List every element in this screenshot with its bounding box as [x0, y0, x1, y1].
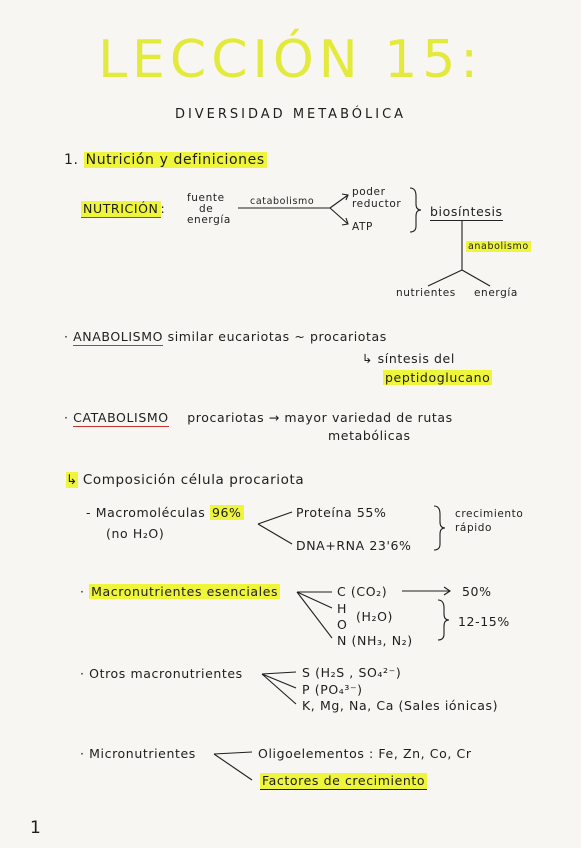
anabolismo-label: anabolismo [468, 241, 529, 252]
composicion-heading: ↳ Composición célula procariota [66, 472, 305, 488]
page-title: LECCIÓN 15: [98, 30, 483, 90]
carbon-pct: 50% [462, 584, 492, 599]
biosintesis-label: biosíntesis [430, 204, 503, 219]
factores-label: Factores de crecimiento [262, 773, 426, 788]
phosphorus-label: P (PO₄³⁻) [302, 682, 363, 697]
source-line3: energía [187, 214, 231, 226]
oligoelementos-label: Oligoelementos : Fe, Zn, Co, Cr [258, 746, 472, 761]
source-line1: fuente [187, 192, 225, 204]
macromoleculas-sub: (no H₂O) [106, 526, 165, 541]
oxygen-label: O [337, 617, 348, 632]
nutrientes-label: nutrientes [396, 287, 456, 299]
proteina-label: Proteína 55% [296, 505, 387, 520]
return-arrow-icon: ↳ [66, 472, 78, 488]
return-arrow-icon: ↳ [362, 351, 374, 366]
catabolismo-text: procariotas → mayor variedad de rutas [187, 410, 453, 425]
bullet: · [80, 746, 85, 761]
nutricion-term: NUTRICIÓN [83, 201, 159, 216]
colon: : [160, 201, 166, 216]
page-number: 1 [30, 818, 41, 838]
oligo-branch [214, 752, 252, 754]
split-left [428, 270, 462, 286]
micronutrientes-line: · Micronutrientes [80, 746, 196, 761]
macromoleculas-line: - Macromoléculas 96% [86, 505, 242, 520]
page-subtitle: DIVERSIDAD METABÓLICA [174, 107, 407, 122]
range-label: 12-15% [458, 614, 510, 629]
p-branch [262, 674, 296, 688]
section-title: Nutrición y definiciones [85, 152, 265, 168]
energia-label: energía [474, 287, 518, 299]
crecimiento-brace [434, 506, 445, 550]
bullet: · [64, 410, 69, 425]
h-branch [297, 592, 332, 608]
bullet: · [80, 666, 85, 681]
split-right [462, 270, 490, 286]
anabolismo-arrow-note: ↳ síntesis del [362, 351, 455, 366]
source-line2: de [199, 203, 214, 215]
macronutrientes-line: · Macronutrientes esenciales [80, 584, 279, 599]
nitrogen-label: N (NH₃, N₂) [337, 633, 413, 648]
bullet: · [64, 329, 69, 344]
section-number: 1. [64, 152, 79, 168]
catabolismo-arrow-label: catabolismo [250, 196, 315, 207]
hydrogen-label: H [337, 601, 347, 616]
n-branch [297, 592, 332, 638]
poder-line1: poder [352, 186, 386, 198]
catabolismo-term: CATABOLISMO [73, 410, 169, 425]
factores-branch [214, 754, 252, 780]
peptidoglucano-label: peptidoglucano [385, 370, 491, 385]
anabolismo-term: ANABOLISMO [73, 329, 164, 344]
right-brace [410, 188, 421, 232]
crecimiento-line1: crecimiento [455, 508, 524, 520]
crecimiento-line2: rápido [455, 522, 493, 534]
poder-line2: reductor [352, 198, 402, 210]
bullet: · [80, 584, 85, 599]
dash: - [86, 505, 92, 520]
atp-label: ATP [352, 221, 373, 233]
dna-branch [258, 524, 292, 544]
proteina-branch [258, 512, 292, 524]
water-label: (H₂O) [356, 609, 394, 624]
ions-label: K, Mg, Na, Ca (Sales iónicas) [302, 698, 499, 713]
s-branch [262, 672, 296, 674]
sulfur-label: S (H₂S , SO₄²⁻) [302, 665, 402, 680]
dna-label: DNA+RNA 23'6% [296, 538, 412, 553]
carbon-label: C (CO₂) [337, 584, 388, 599]
catabolismo-text2: metabólicas [328, 428, 411, 443]
atp-arrow [330, 208, 348, 224]
range-brace [438, 600, 449, 640]
otros-line: · Otros macronutrientes [80, 666, 243, 681]
anabolismo-text: similar eucariotas ~ procariotas [167, 329, 387, 344]
poder-arrow [330, 195, 348, 208]
k-branch [262, 674, 296, 704]
macromoleculas-pct: 96% [211, 505, 242, 520]
